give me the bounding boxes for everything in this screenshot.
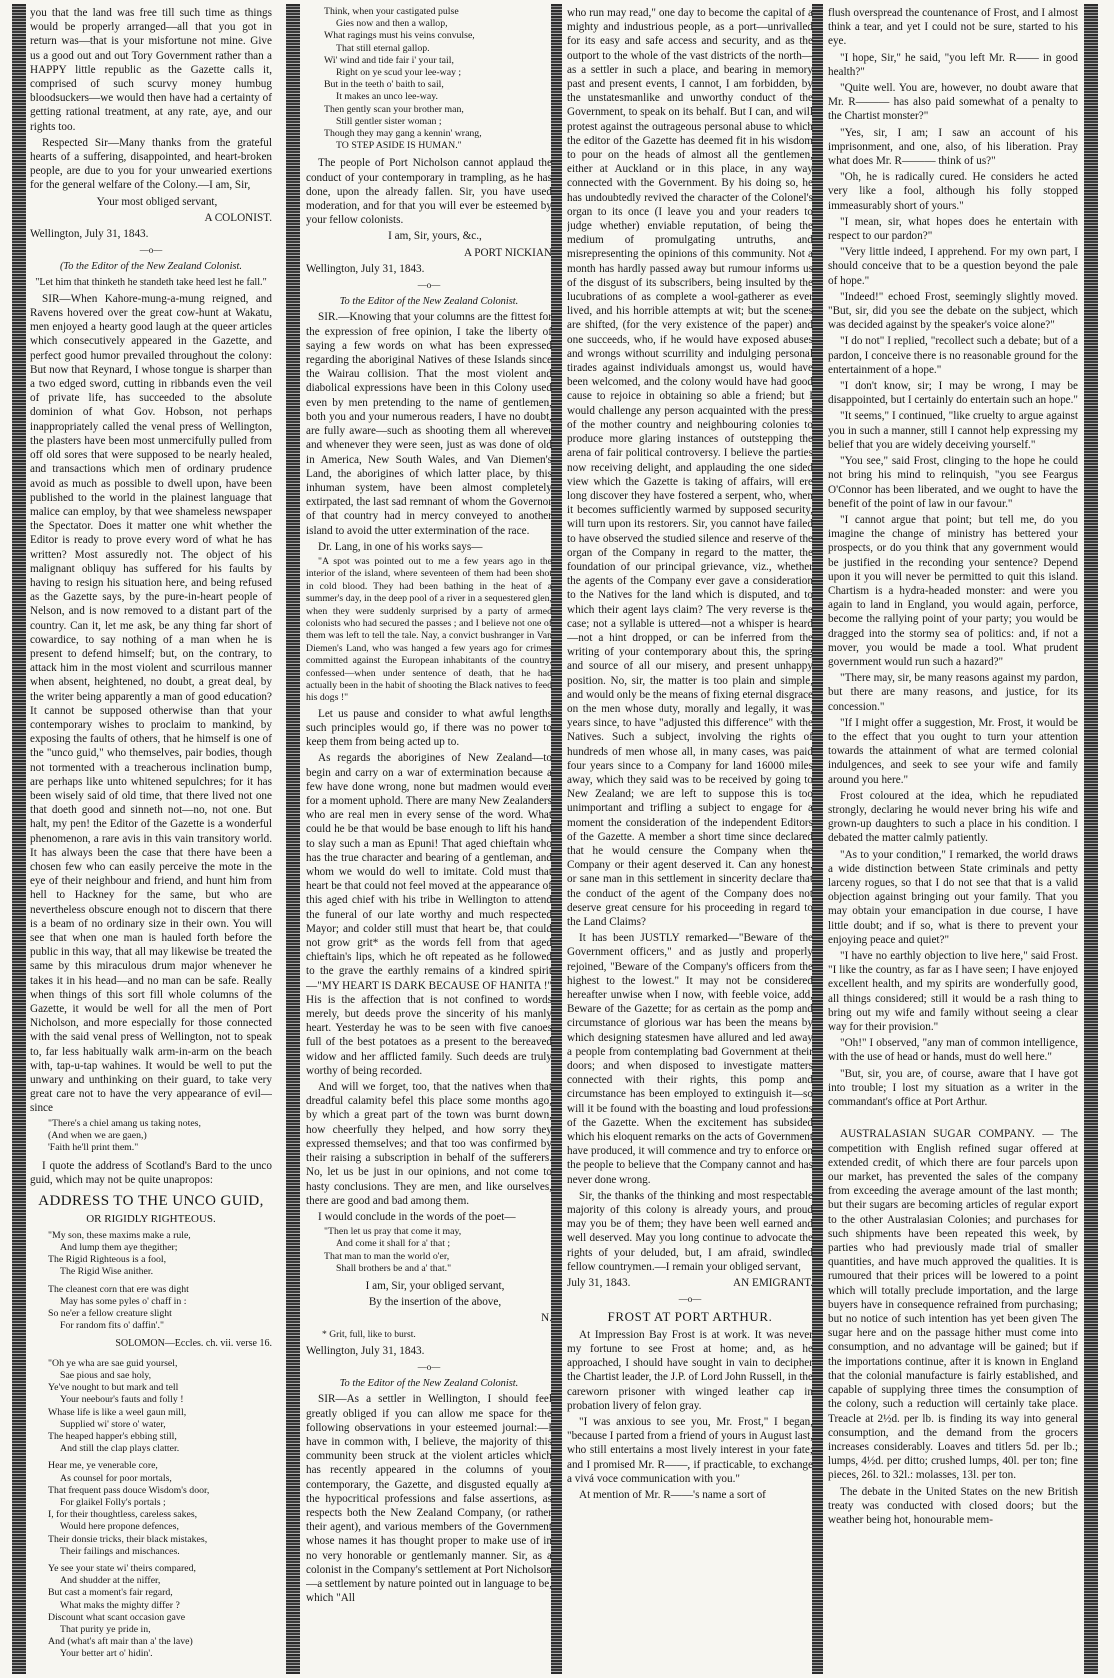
- poem-line: But cast a moment's fair regard,: [48, 1587, 173, 1599]
- poem-line: The Rigid Wise anither.: [60, 1266, 154, 1278]
- frost-article-text: At Impression Bay Frost is at work. It was never my fortune to see Frost at home; and, as he approached, I should have sought in vain to decipher the Chartist leader, the J.P. of Lord John Russell, in the careworn prisoner with winged leather cap in probation livery of felon gray.: [567, 1328, 813, 1412]
- section-separator: —o—: [417, 1361, 441, 1372]
- letter-emigrant-text: It has been JUSTLY remarked—"Beware of the Government officers," and as justly and properly rejoined, "Beware of the Company's officers from the highest to the lowest." It may not be considered hereafter unwise when I now, with feeble voice, add, Beware of the Gazette; for as certain as the pomp and circumstance of glorious war has been the means by which designing statesmen have allured and led away a people from contemplating bad Government at their doors; and when disposed to investigate matters connected with their rights, this pomp and circumstance has been employed to extinguish it—so will it be found with the boasting and loud professions of the Gazette. When the excitement has subsided which his eloquent remarks on the acts of Government have produced, it will commence and try to enforce on the people to believe that the Company cannot and has never done wrong.: [567, 932, 813, 1186]
- poem-stanza-6: [306, 6, 552, 152]
- section-separator: —o—: [417, 280, 441, 291]
- letter-unco-guid-text: SIR—When Kahore-mung-a-mung reigned, and Ravens hovered over the great cow-hunt at Wakatu, men enjoyed a hearty good laugh at the queer articles which consecutively appeared in the Gazette, and perfect good humor prevailed throughout the colony: But now that Reynard, I whose tongue is sharper than a two edged sword, cutting in ribbands even the veil of private life, has succeeded to the absolute dominion of what Gov. Hobson, not perhaps inappropriately called the venal press of Wellington, the plasters have been most unmercifully pulled from off old sores that were supposed to be nearly healed, and transactions which men of ordinary prudence avoid as much as possible to dwell upon, have been published to the world in the plainest language that malice can employ, by that wee shameless newspaper the Spectator. Does it matter one whit whether the Editor is ready to prove every word of what he has written? Most assuredly not. The object of his malignant obliquy has suffered for his faults by having to resign his situation here, and being refused as the Gazette says, by the pure-in-heart people of Nelson, and is now removed to a distant part of the country. Can it, let me ask, be any thing far short of cowardice, to say nothing of a man when he is present to defend himself; but, on the contrary, to attack him in the most violent and scurrilous manner when absent, heightened, no doubt, a great deal, by the writer being apparently a man of good education? It cannot be supposed otherwise than that your contemporary wishes to proclaim to mankind, by exposing the faults of others, that he himself is one of the "unco guid," who themselves, pair bodies, though not tormented with a treacherous inclination bump, are perhaps like unto whitened sepulchres; for it has been wisely said of old time, that there lived not one that doeth good and sinneth not—no, not one. But halt, my pen! the Editor of the Gazette is a wonderful phenomenon, a rare avis in this vain transitory world. It has always been the case that there have been a chosen few who can easily perceive the mote in the eye of their neighbour and friend, and hunt him from hell to Hackney for the same, but who are nevertheless obscure enough not to discern that there is a beam of no ordinary size in their own. You will see that when one man is hauled forth before the public in this way, that all may likewise be treated the same by this miraculous drum major whenever he takes it in his head—and no man can be safe. Really when things of this sort fill whole columns of the Gazette, it would be well for all the men of Port Nicholson, and more especially for those connected with the said venal press of Wellington, not to speak to, far less habitually walk arm-in-arm on the beach with, tap-u-tap wahines. It would be well to put the unwary and unthinking on their guard, to take very great care not to have the very appearance of evil—since: [30, 292, 272, 1115]
- poem-title: ADDRESS TO THE UNCO GUID,: [38, 1192, 264, 1209]
- column-4: [828, 6, 1078, 1672]
- poem-reference: SOLOMON—Eccles. ch. vii. verse 16.: [115, 1338, 272, 1350]
- poem-line: TO STEP ASIDE IS HUMAN.": [336, 140, 462, 152]
- poem-line: Still gentler sister woman ;: [336, 115, 442, 127]
- letter-heading: (To the Editor of the New Zealand Colonist.: [59, 261, 243, 273]
- letter-closing: Your most obliged servant,: [96, 195, 218, 208]
- frost-article-text: "There may, sir, be many reasons against my pardon, but there are many reasons, and justice, for its concession.": [828, 672, 1078, 713]
- frost-article-text: "I do not" I replied, "recollect such a debate; but of a pardon, I conceive there is no reasonable ground for the entertainment of a hope.": [828, 335, 1078, 376]
- poem-line: Wi' wind and tide fair i' your tail,: [324, 54, 454, 66]
- column-rule-3: [812, 4, 823, 1674]
- frost-article-text: "You see," said Frost, clinging to the hope he could not bring his mind to relinquish, "you see Feargus O'Connor has been liberated, and we ought to have the benefit of the point of law in our favour.": [828, 455, 1078, 510]
- letter-signature: A PORT NICKIAN: [463, 246, 552, 259]
- poem-line: Ye see your state wi' theirs compared,: [48, 1562, 196, 1574]
- frost-article-text: "I cannot argue that point; but tell me, do you imagine the change of ministry has bettered your prospects, or do you think that any government would be justified in the reconding your sentence? Depend upon it you will never be permitted to quit this island. Chartism is a hydra-headed monster: and were you again to land in England, you would again, perforce, become the rallying point of your party; you would be dragged into the stormy sea of politics: and, if not a mover, you would be made a tool. What prudent government would run such a hazard?": [828, 513, 1078, 668]
- frost-article-text: "It seems," I continued, "like cruelty to argue against you in such a manner, still I cannot help expressing my belief that you are widely deceiving yourself.": [828, 410, 1078, 451]
- poem-line: Your neebour's fauts and folly !: [60, 1394, 184, 1406]
- poem-line: Shall brothers be and a' that.": [336, 1262, 452, 1274]
- letter-natives-text: Dr. Lang, in one of his works says—: [318, 540, 483, 553]
- letter-natives-text: Let us pause and consider to what awful lengths such principles would go, if there was no power to keep them from being acted up to.: [306, 707, 552, 749]
- poem-line: And (what's aft mair than a' the lave): [48, 1636, 193, 1648]
- poem-line: "Oh ye wha are sae guid yoursel,: [48, 1357, 178, 1369]
- poem-stanza-1: [30, 1230, 272, 1279]
- us-treaty-text: The debate in the United States on the new British treaty was conducted with closed doors; but the weather being hot, honourable mem-: [828, 1485, 1078, 1526]
- poem-line: But in the teeth o' baith to sail,: [324, 79, 444, 91]
- frost-article-text: "Very little indeed, I apprehend. For my own part, I should conceive that to be a question beyond the pale of hope.": [828, 246, 1078, 287]
- poem-line: Right on ye scud your lee-way ;: [336, 67, 462, 79]
- poem-line: Would here propone defences,: [60, 1521, 179, 1533]
- poem-line: And come it shall for a' that ;: [336, 1238, 451, 1250]
- letter-date: Wellington, July 31, 1843.: [30, 228, 149, 241]
- column-1: [30, 6, 272, 1672]
- poem-line: Whase life is like a weel gaun mill,: [48, 1406, 187, 1418]
- epigraph: "Let him that thinketh he standeth take heed lest he fall.": [35, 276, 267, 288]
- poem-line: For random fits o' daffin'.": [60, 1320, 164, 1332]
- letter-closing: I am, Sir, your obliged servant,: [365, 1279, 505, 1292]
- frost-article-text: "If I might offer a suggestion, Mr. Frost, it would be to the effect that you ought to turn your attention towards the attainment of what are termed colonial indulgences, and seek to see your wife and family around you here.": [828, 716, 1078, 786]
- footnote: * Grit, full, like to burst.: [322, 1328, 416, 1340]
- frost-article-text: "Oh!" I observed, "any man of common intelligence, with the use of head or hands, must do well here.": [828, 1037, 1078, 1064]
- frost-article-text: "I mean, sir, what hopes does he entertain with respect to our pardon?": [828, 215, 1078, 243]
- poem-stanza-4: [30, 1460, 272, 1558]
- poem-line: It makes an unco lee-way.: [336, 91, 438, 103]
- letter-date: Wellington, July 31, 1843.: [306, 1344, 425, 1357]
- poem-line: And lump them aye thegither;: [60, 1242, 178, 1254]
- poem-line: So ne'er a fellow creature slight: [48, 1308, 172, 1320]
- letter-signature: A COLONIST.: [204, 211, 272, 224]
- letter-colonist-closing-paragraph: Respected Sir—Many thanks from the grateful hearts of a suffering, disappointed, and heart-broken people, are due to you for your unwearied exertions for the general welfare of the Colony.—I am, Sir,: [30, 136, 272, 192]
- quote-line: (And when we are gaen,): [48, 1129, 147, 1141]
- letter-colonist-text: you that the land was free till such time as things would be properly arranged—all that you got in return was—that is your misfortune not mine. Give us a good out and out Tory Government rather than a HAPPY little republic as the Gazette calls it, comprised of such scurvy money humbug bloodsuckers—we would then have had a certainty of getting rational treatment, at any rate, aye, and our rights too.: [30, 7, 272, 133]
- letter-date: Wellington, July 31, 1843.: [306, 262, 425, 275]
- poem-line: And shudder at the niffer,: [60, 1575, 161, 1587]
- frost-article-text: At mention of Mr. R——'s name a sort of: [579, 1488, 766, 1501]
- poem-line: Discount what scant occasion gave: [48, 1611, 186, 1623]
- poem-line: Their failings and mischances.: [60, 1545, 180, 1557]
- column-2: [306, 6, 552, 1672]
- poem-line: Hear me, ye venerable core,: [48, 1460, 158, 1472]
- frost-article-text: "Indeed!" echoed Frost, seemingly slightly moved. "But, sir, did you see the debate on the subject, which was decided against by the speaker's voice alone?": [828, 290, 1078, 332]
- sugar-company-article: [828, 1127, 1078, 1482]
- section-separator: [828, 1111, 1078, 1125]
- frost-article-text: flush overspread the countenance of Frost, and I almost think a tear, and yet I could not be sure, started to his eye.: [828, 7, 1078, 48]
- letter-emigrant-text: Sir, the thanks of the thinking and most respectable majority of this colony is already yours, and proud may you be of them; they have been well earned and well deserved. May you long continue to advocate the rights of your deluded, but, I am afraid, swindled fellow countrymen.—I remain your obliged servant,: [567, 1189, 813, 1273]
- burns-quote: [30, 1118, 272, 1155]
- letter-closing: I am, Sir, yours, &c.,: [388, 230, 482, 243]
- frost-article-text: "But, sir, you are, of course, aware that I have got into trouble; I lost my situation as a writer in the commandant's office at Port Arthur.: [828, 1067, 1078, 1109]
- column-rule-2: [551, 4, 562, 1674]
- poem-subtitle: OR RIGIDLY RIGHTEOUS.: [86, 1212, 216, 1225]
- poem-line: For glaikel Folly's portals ;: [60, 1496, 166, 1508]
- letter-signature: N.: [541, 1312, 552, 1325]
- poem-line: Their donsie tricks, their black mistakes,: [48, 1533, 208, 1545]
- article-title: FROST AT PORT ARTHUR.: [607, 1309, 773, 1325]
- frost-article-text: "I was anxious to see you, Mr. Frost," I began, "because I parted from a friend of yours in August last, who still entertains a most lively interest in your fate; and I promised Mr. R——, if practicable, to exchange a vivá voce communication with you.": [567, 1415, 813, 1485]
- letter-port-nickian-text: The people of Port Nicholson cannot applaud the conduct of your contemporary in trampling, as he has done, upon the already fallen. Sir, you have used moderation, and for that you will ever be esteemed by your fellow colonists.: [306, 157, 552, 227]
- quote-line: "There's a chiel amang us taking notes,: [48, 1117, 201, 1129]
- poem-line: The Rigid Righteous is a fool,: [48, 1254, 167, 1266]
- column-rule-left-edge: [12, 4, 26, 1674]
- poem-stanza-3: [30, 1358, 272, 1456]
- poem-line: Sae pious and sae holy,: [60, 1369, 152, 1381]
- poem-line: That frequent pass douce Wisdom's door,: [48, 1484, 210, 1496]
- dr-lang-quote: "A spot was pointed out to me a few years ago in the interior of the island, where seventeen of them had been shot in cold blood. They had been bathing in the heat of a summer's day, in the deep pool of a river in a sequestered glen, when they were suddenly surprised by a party of armed colonists who had secured the passes ; and I believe not one of them was left to tell the tale. Nay, a convict bushranger in Van Diemen's Land, who was hanged a few years ago for crimes committed against the European inhabitants of the country, confessed—when under sentence of death, that he had actually been in the habit of shooting the Black natives to feed his dogs !": [306, 555, 552, 704]
- column-3: [567, 6, 813, 1672]
- poem-line: What ragings must his veins convulse,: [324, 30, 475, 42]
- frost-article-text: "I hope, Sir," he said, "you left Mr. R—— in good health?": [828, 51, 1078, 78]
- poem-line: As counsel for poor mortals,: [60, 1472, 172, 1484]
- letter-natives-text: SIR.—Knowing that your columns are the fittest for the expression of free opinion, I take the liberty of saying a few words on what has been expressed regarding the aboriginal Natives of these Islands since the Wairau collision. That the most violent and diabolical expressions have been in this Colony used even by men pretending to the name of gentlemen, both you and your numerous readers, I have no doubt, are fully aware—such as shooting them all wherever and whenever they were seen, just as was done of old in America, New South Wales, and Van Diemen's Land, the aborigines of which latter place, by this inhuman system, have been almost completely extirpated, the last sad remnant of whom the Governor of that country had in mercy conveyed to another island to avoid the utter extermination of the race.: [306, 311, 552, 537]
- letter-quote-intro: I quote the address of Scotland's Bard to the unco guid, which may not be quite unapropos:: [30, 1160, 272, 1187]
- frost-article-text: "Oh, he is radically cured. He considers he acted very like a fool, although his folly stopped immeasurably short of yours.": [828, 171, 1078, 212]
- poem-line: Then gently scan your brother man,: [324, 103, 464, 115]
- poem-line: What maks the mighty differ ?: [60, 1599, 180, 1611]
- sugar-company-text: — The competition with English refined sugar offered at extended credit, of which there are four parcels upon our market, has prevented the sales of the company from exceeding the average amount of the last month; but their sugars are becoming articles of regular export to the other Australasian Colonies; and purchases for such shipments have been repeated this week, by parties who had previously made trial of smaller quantities, and have much approved the qualities. It is rumoured that their prices will be lowered to a point which will totally preclude importation, and the large buyers have in consequence refrained from purchasing; but no notice of such intention has yet been given The sugar here and on the passage hither must come into consumption, and no advantage will be gained; but if the importations continue, after it is known in England that the colonial manufacture is fairly established, and capable of supplying three times the consumption of the colony, such a reduction will certainly take place. Treacle at 2½d. per lb. is finding its way into general consumption, and the demand from the grocers increases considerably. Loaves and titlers 5d. per lb.; lumps, 4½d. per ditto; crushed lumps, 40l. per ton; fine pieces, 26l. to 32l.: molasses, 13l. per ton.: [828, 1128, 1078, 1482]
- poem-line: May has some pyles o' chaff in :: [60, 1295, 187, 1307]
- letter-natives-text: I would conclude in the words of the poet—: [318, 1210, 516, 1223]
- poem-line: The heaped happer's ebbing still,: [48, 1430, 177, 1442]
- column-rule-1: [286, 4, 300, 1674]
- poem-stanza-2: [30, 1284, 272, 1333]
- letter-date: July 31, 1843.: [567, 1277, 631, 1290]
- frost-article-text: "Yes, sir, I am; I saw an account of his imprisonment, and one, also, of his liberation. Pray what does Mr. R——— think of us?": [828, 126, 1078, 168]
- poem-line: Supplied wi' store o' water,: [60, 1418, 166, 1430]
- letter-closing: By the insertion of the above,: [368, 1296, 502, 1309]
- poem-line: Gies now and then a wallop,: [336, 18, 448, 30]
- article-heading: AUSTRALASIAN SUGAR COMPANY.: [840, 1128, 1035, 1141]
- frost-article-text: Frost coloured at the idea, which he repudiated strongly, declaring he would never bring his wife and grown-up daughters to such a place in his condition. I debated the matter calmly patiently.: [828, 789, 1078, 845]
- poem-stanza-7: [306, 1226, 552, 1275]
- poem-line: That purity ye pride in,: [60, 1623, 151, 1635]
- letter-emigrant-text: who run may read," one day to become the capital of a mighty and industrious people, as a port—unrivalled for its easy and safe access and security, and as the outport to the whole of the vast districts of the north—as a settler in such a place, and bearing in memory past and present events, I cannot, I am forbidden, by the unstatesmanlike and unworthy conduct of the Government, to speak on its behalf. But I can, and will protest against the outrageous personal abuse to which the editor of the Gazette has deemed fit in his wisdom to pour on the heads of almost all the gentlemen, either at Auckland or in this place, in any way connected with the Government. By his doing so, he has undoubtedly revived the character of the Colonel's organ to its once (I leave you and your readers to judge whether) enviable reputation, of being the medium of promulgating untruths, and misrepresenting the opinions of this community. Not a month has hardly passed away but rumour informs us of the disgust of its subscribers, being insulted by the lucubrations of as complete a wool-gatherer as ever lived, and his horrible attempts at wit; but the scenes are shifted, (for the very existence of the paper) and one succeeds, who, if he would have exposed abuses and wrongs without scurrility and indulging personal tirades against individuals amongst us, would have been welcomed, and the colony would have had good cause to rejoice in obtaining so able a friend; but I would challenge any person acquainted with the press of the mother country and neighbouring colonies to produce more glaring instances of outstepping the arena of fair political controversy. I believe the parties now receiving delight, and applauding the one sided view which the Gazette is taking of affairs, will ere long discover they have fostered a serpent, who, when it becomes sufficiently warmed by supposed security, will turn upon its restorers. Sir, you cannot have failed to have observed the studied silence and reserve of the organ of the Company in regard to the matter, the foundation of our principal grievance, viz., whether the agents of the Company ever gave a consideration to the Natives for the land which is disputed, and to which their agent lays claim? The very reverse is the case; not a syllable is uttered—not a whisper is heard—not a hint dropped, or can be inferred from the writing of your contemporary about this, the spring and source of all our misery, and present unhappy position. No, sir, the matter is too plain and simple, and would only be the means of fixing eternal disgrace on the men whose duty, morally and legally, it was, years since, to have "adjusted this difference" with the Natives. Such a subject, involving the rights of hundreds of men whose all, in many cases, was paid four years since to a Company for land 16000 miles away, which they said was to be received by going to New Zealand; we are left to suppose this is too unimportant and trifling a subject to engage for a moment the consideration of the independent Editors of the Gazette. A member a short time since declared that he would censure the Company when the Company or their agent deserved it. Can any honest, or sane man in this settlement in sincerity declare that the conduct of the agent of the Company does not deserve great censure for his proceeding in regard to the Land Claims?: [567, 7, 813, 928]
- frost-article-text: "I have no earthly objection to live here," said Frost. "I like the country, as far as I have seen; I have enjoyed excellent health, and my spirits are wonderfully good, all things considered; still it would be a rash thing to bring out my wife and family without seeing a clear way for their provision.": [828, 950, 1078, 1034]
- letter-heading: To the Editor of the New Zealand Colonist.: [339, 1378, 519, 1390]
- letter-natives-text: And will we forget, too, that the natives when that dreadful calamity befel this place some months ago, by which a great part of the town was burnt down, how cheerfully they helped, and how sorry they expressed themselves; and that too was confirmed by their raising a subscription in behalf of the sufferers. No, let us be just in our opinions, and not come to hasty conclusions. They are men, and like ourselves, there are good and bad among them.: [306, 1081, 552, 1207]
- frost-article-text: "As to your condition," I remarked, the world draws a wide distinction between State criminals and petty larceny rogues, so that I do not see that that is a valid objection against bringing out your family. That you may obtain your emancipation in due course, I have little doubt; and if so, what is there to prevent your enjoying peace and quiet?": [828, 848, 1078, 946]
- poem-line: Ye've nought to but mark and tell: [48, 1382, 179, 1394]
- letter-heading: To the Editor of the New Zealand Colonist.: [339, 296, 519, 308]
- poem-stanza-5: [30, 1563, 272, 1661]
- letter-signature-line: [567, 1276, 813, 1290]
- poem-line: "My son, these maxims make a rule,: [48, 1229, 191, 1241]
- poem-line: That man to man the world o'er,: [324, 1250, 450, 1262]
- frost-article-text: "I don't know, sir; I may be wrong, I may be disappointed, but I certainly do entertain such an hope.": [828, 380, 1078, 407]
- letter-signature: AN EMIGRANT.: [733, 1277, 813, 1290]
- poem-line: The cleanest corn that ere was dight: [48, 1283, 189, 1295]
- poem-line: Though they may gang a kennin' wrang,: [324, 128, 482, 140]
- frost-article-text: "Quite well. You are, however, no doubt aware that Mr. R——— has also paid somewhat of a penalty to the Chartist monster?": [828, 82, 1078, 123]
- poem-line: Think, when your castigated pulse: [324, 6, 459, 17]
- poem-line: "Then let us pray that come it may,: [324, 1226, 462, 1238]
- poem-line: I, for their thoughtless, careless sakes,: [48, 1509, 198, 1521]
- letter-natives-text: As regards the aborigines of New Zealand—to begin and carry on a war of extermination because a few have done wrong, none but madmen would ever for a moment uphold. There are many New Zealanders who are real men in every sense of the word. What could he be that would be base enough to lift his hand to slay such a man as Epuni! That aged chieftain who has the true character and bearing of a gentleman, and whom we would do well to imitate. Cold must that heart be that could not feel moved at the appearance of this aged chief with his tribe in Wellington to attend the funeral of our late worthy and much respected Mayor; and colder still must that heart be, that could not grow grit* as the words fell from that aged chieftain's lips, which he oft repeated as he followed to the grave the earthly remains of a kindred spirit—"MY HEART IS DARK BECAUSE OF HANITA !" His is the affection that is not confined to words merely, but deeds prove the sincerity of his manly heart. Yesterday he was to be seen with five canoes full of the best potatoes as a present to the bereaved widow and her afflicted family. Such deeds are truly worthy of being recorded.: [306, 752, 552, 1077]
- quote-line: 'Faith he'll print them.": [48, 1142, 139, 1154]
- poem-line: That still eternal gallop.: [336, 42, 430, 54]
- letter-emigrant-text: SIR—As a settler in Wellington, I should feel greatly obliged if you can allow me space for the following observations in your esteemed journal:—I have in common with, I believe, the majority of this community been struck at the violent articles which has recently appeared in the columns of your contemporary, the Gazette, and disgusted equally at the hypocritical professions and false assertions, as respects both the New Zealand Company, (or rather their agent), and various members of the Government whose names it has thought proper to make use of in no very honorable or gentlemanly manner. Sir, as a colonist in the Company's settlement at Port Nicholson—a settlement by nature pointed out in language to be, which "All: [306, 1393, 552, 1605]
- section-separator: —o—: [139, 245, 163, 256]
- poem-line: And still the clap plays clatter.: [60, 1443, 180, 1455]
- section-separator: —o—: [678, 1294, 702, 1305]
- column-rule-right-edge: [1084, 4, 1098, 1674]
- poem-line: Your better art o' hidin'.: [60, 1648, 153, 1660]
